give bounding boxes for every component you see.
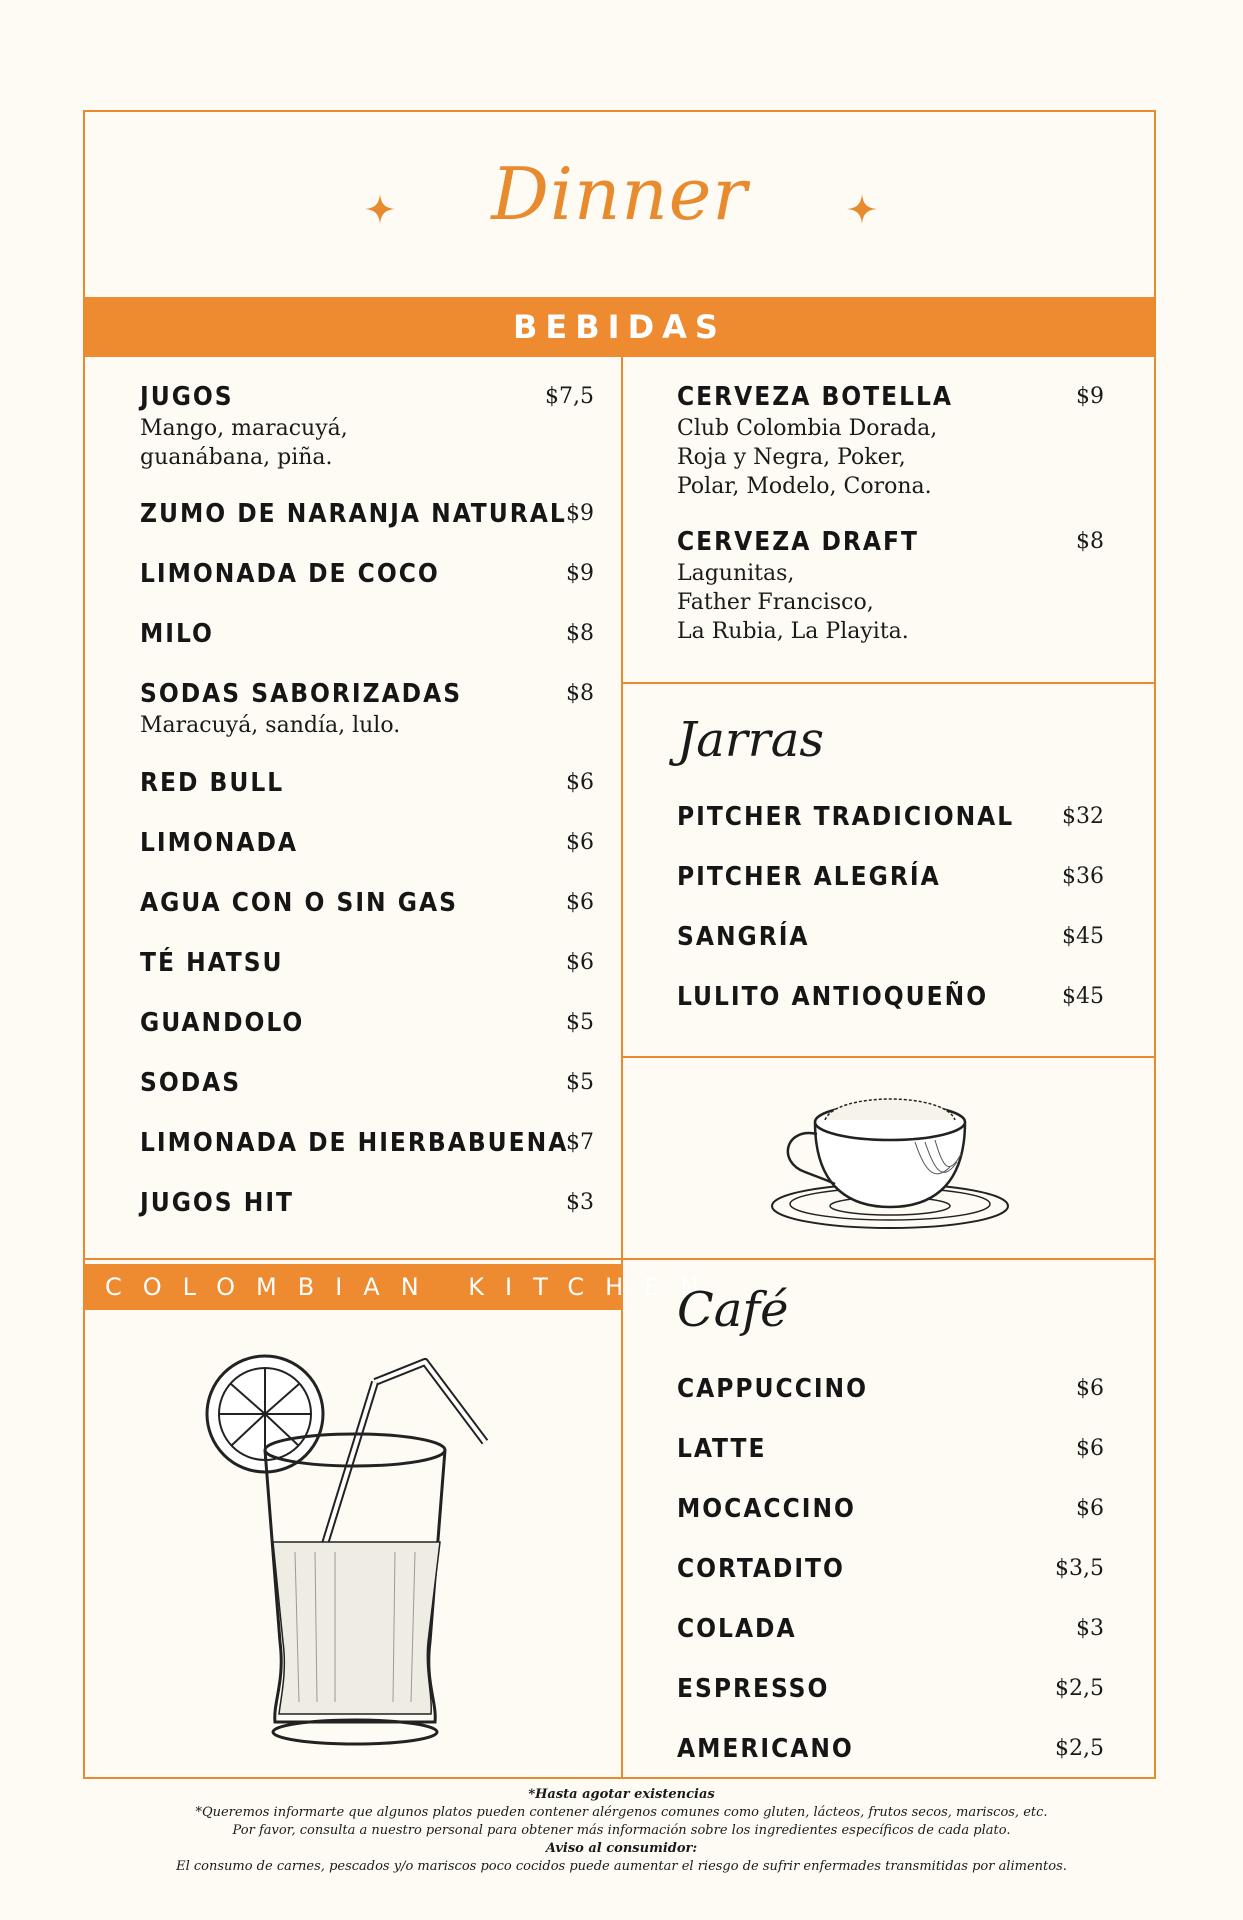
menu-item-name: COLADA (677, 1614, 797, 1644)
menu-item-name: ZUMO DE NARANJA NATURAL (140, 499, 567, 529)
menu-item-price: $7,5 (545, 384, 594, 409)
menu-item-name: LATTE (677, 1434, 767, 1464)
menu-item-name: CERVEZA BOTELLA (677, 382, 954, 412)
menu-item-price: $7 (566, 1130, 594, 1155)
menu-item-name: LULITO ANTIOQUEÑO (677, 982, 989, 1012)
menu-item-price: $5 (566, 1010, 594, 1035)
menu-item-name: LIMONADA (140, 828, 298, 858)
menu-item-price: $6 (566, 950, 594, 975)
menu-item-name: MOCACCINO (677, 1494, 856, 1524)
menu-item-name: SANGRÍA (677, 922, 810, 952)
menu-item-price: $3 (566, 1190, 594, 1215)
menu-item-name: MILO (140, 619, 214, 649)
menu-item-name: JUGOS HIT (140, 1188, 294, 1218)
footer-line: Por favor, consulta a nuestro personal para obtener más información sobre los ingredientes específicos de cada plato. (232, 1823, 1011, 1838)
menu-item-price: $8 (1076, 529, 1104, 554)
menu-item-name: PITCHER TRADICIONAL (677, 802, 1015, 832)
menu-item-name: LIMONADA DE COCO (140, 559, 440, 589)
menu-frame (83, 110, 1156, 1779)
row-divider (85, 1258, 1156, 1260)
menu-item-price: $9 (566, 501, 594, 526)
menu-item-price: $9 (566, 561, 594, 586)
menu-item-name: CORTADITO (677, 1554, 845, 1584)
menu-item-name: PITCHER ALEGRÍA (677, 862, 941, 892)
cafe-heading: Café (677, 1282, 789, 1338)
menu-item-name: SODAS SABORIZADAS (140, 679, 463, 709)
jarras-heading: Jarras (677, 712, 824, 768)
menu-item-price: $5 (566, 1070, 594, 1095)
coffee-cup-illustration (765, 1072, 1015, 1242)
menu-item-price: $2,5 (1055, 1736, 1104, 1761)
menu-item-name: RED BULL (140, 768, 285, 798)
menu-item-price: $8 (566, 681, 594, 706)
row-divider (623, 682, 1156, 684)
footer-line: *Hasta agotar existencias (528, 1787, 715, 1802)
menu-item-price: $45 (1062, 984, 1104, 1009)
menu-item-price: $32 (1062, 804, 1104, 829)
menu-item-price: $3 (1076, 1616, 1104, 1641)
menu-item-description: Mango, maracuyá, guanábana, piña. (140, 416, 348, 470)
menu-item-name: LIMONADA DE HIERBABUENA (140, 1128, 569, 1158)
menu-item-name: TÉ HATSU (140, 948, 284, 978)
menu-item-description: Lagunitas, Father Francisco, La Rubia, La Playita. (677, 561, 909, 644)
menu-item-price: $6 (566, 830, 594, 855)
footer-line: Aviso al consumidor: (545, 1841, 698, 1856)
menu-item-price: $2,5 (1055, 1676, 1104, 1701)
menu-item-description: Club Colombia Dorada, Roja y Negra, Poker, Polar, Modelo, Corona. (677, 416, 938, 499)
menu-item-description: Maracuyá, sandía, lulo. (140, 713, 401, 738)
footer-line: El consumo de carnes, pescados y/o mariscos poco cocidos puede aumentar el riesgo de sufrir enfermades transmitidas por alimentos. (176, 1859, 1067, 1874)
sparkle-icon (847, 194, 877, 224)
title-row (85, 112, 1154, 297)
menu-item-price: $6 (566, 890, 594, 915)
menu-item-name: JUGOS (140, 382, 234, 412)
menu-item-name: AMERICANO (677, 1734, 854, 1764)
menu-item-name: GUANDOLO (140, 1008, 305, 1038)
menu-item-price: $6 (1076, 1496, 1104, 1521)
kitchen-label: COLOMBIAN KITCHEN (85, 1264, 623, 1310)
menu-item-price: $6 (566, 770, 594, 795)
footer-notes (0, 1786, 1243, 1876)
menu-item-name: AGUA CON O SIN GAS (140, 888, 458, 918)
menu-item-price: $8 (566, 621, 594, 646)
menu-item-name: CAPPUCCINO (677, 1374, 869, 1404)
menu-item-name: CERVEZA DRAFT (677, 527, 919, 557)
column-divider (621, 357, 623, 1779)
page-title: Dinner (491, 152, 748, 236)
menu-item-price: $9 (1076, 384, 1104, 409)
menu-item-price: $6 (1076, 1436, 1104, 1461)
menu-item-price: $45 (1062, 924, 1104, 949)
footer-line: *Queremos informarte que algunos platos pueden contener alérgenos comunes como gluten, lácteos, frutos secos, mariscos, etc. (195, 1805, 1048, 1820)
menu-item-name: ESPRESSO (677, 1674, 830, 1704)
menu-item-price: $6 (1076, 1376, 1104, 1401)
row-divider (623, 1056, 1156, 1058)
section-banner: BEBIDAS (85, 297, 1154, 357)
menu-item-price: $36 (1062, 864, 1104, 889)
menu-item-price: $3,5 (1055, 1556, 1104, 1581)
juice-glass-illustration (195, 1342, 495, 1752)
menu-item-name: SODAS (140, 1068, 242, 1098)
